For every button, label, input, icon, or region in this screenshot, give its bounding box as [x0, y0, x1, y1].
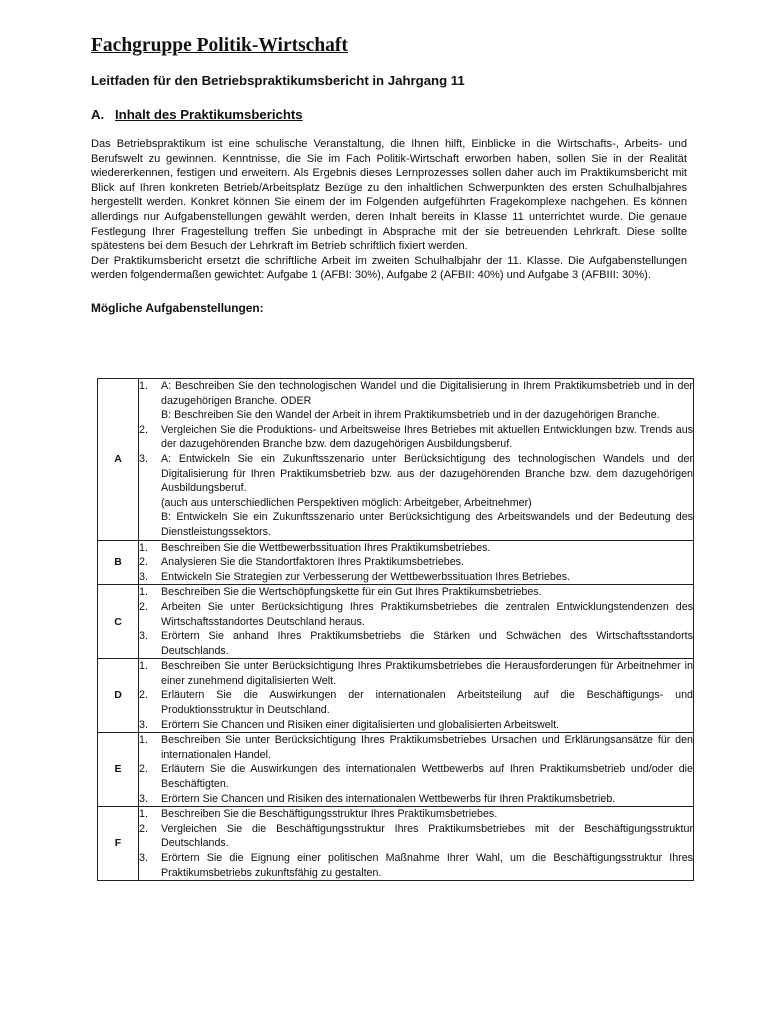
task-item-number: 1. [139, 734, 148, 747]
task-letter: F [98, 807, 139, 881]
task-item-line: Beschreiben Sie die Wertschöpfungskette für ein Gut Ihres Praktikumsbetriebes. [161, 586, 542, 599]
task-content [139, 585, 694, 659]
section-title: Inhalt des Praktikumsberichts [115, 107, 303, 122]
task-item-number: 2. [139, 689, 148, 702]
task-item-number: 3. [139, 718, 148, 731]
task-row-a [98, 379, 694, 541]
task-content [139, 540, 694, 585]
task-item-number: 3. [139, 852, 148, 864]
task-row-c [98, 585, 694, 659]
task-item-line: Erörtern Sie die Eignung einer politischen Maßnahme Ihrer Wahl, um die Beschäftigungsstruktur Ihres Praktikumsbetriebs zukunftsfähig zu gestalten. [161, 852, 693, 879]
task-item [139, 807, 693, 822]
task-item [139, 570, 693, 585]
intro-paragraph: Das Betriebspraktikum ist eine schulische Veranstaltung, die Ihnen hilft, Einblicke in die Wirtschafts-, Arbeits- und Berufswelt zu gewinnen. Kenntnisse, die Sie im Fach Politik-Wirtschaft erworben haben, sollen Sie in der Realität wiedererkennen, festigen und erweitern. Als Ergebnis dieses Lernprozesses sollen daher auch im Praktikumsbericht mit Blick auf Ihren konkreten Betrieb/Arbeitsplatz Bezüge zu den inhaltlichen Schwerpunkten des ersten Schulhalbjahres hergestellt werden. Konkret können Sie einem der im Folgenden aufgeführten Fragekomplexe nachgehen. Es können allerdings nur Aufgabenstellungen gewählt werden, deren Inhalt bereits in Klasse 11 unterrichtet wurde. Die genaue Festlegung Ihrer Fragestellung treffen Sie unbedingt in Absprache mit der sie betreuenden Lehrkraft. Diese sollte spätestens bei dem Besuch der Lehrkraft im Betrieb schriftlich fixiert werden. [91, 138, 687, 253]
task-item [139, 555, 693, 570]
task-item [139, 629, 693, 658]
task-item-line: Vergleichen Sie die Produktions- und Arbeitsweise Ihres Betriebes mit aktuellen Entwicklungen bzw. Trends aus der dazugehörenden Branche bzw. dem dazugehörigen Ausbildungsberuf. [161, 423, 693, 451]
task-item-text [161, 629, 693, 658]
task-content [139, 733, 694, 807]
task-item-text [161, 600, 693, 629]
task-item-number: 2. [139, 600, 148, 613]
task-item-number: 3. [139, 570, 148, 583]
task-item [139, 423, 693, 452]
task-item [139, 762, 693, 791]
task-letter: A [98, 379, 139, 541]
task-item-number: 2. [139, 822, 148, 835]
task-item-text [161, 541, 693, 556]
task-item [139, 600, 693, 629]
task-item-text [161, 423, 693, 452]
task-item-line: A: Entwickeln Sie ein Zukunftsszenario unter Berücksichtigung des technologischen Wandels und der Digitalisierung für Ihren Praktikumsbetrieb bzw. aus der dazugehörenden Branche bzw. dem dazugehörigen Ausbildungsberuf. [161, 452, 693, 495]
task-item-line: Analysieren Sie die Standortfaktoren Ihres Praktikumsbetriebes. [161, 556, 464, 569]
task-letter: E [98, 733, 139, 807]
task-content [139, 379, 694, 541]
task-item-line: A: Beschreiben Sie den technologischen Wandel und die Digitalisierung in Ihrem Praktikumsbetrieb und in der dazugehörigen Branche. ODER [161, 380, 693, 407]
task-item-line: Arbeiten Sie unter Berücksichtigung Ihres Praktikumsbetriebes die zentralen Entwicklungstendenzen des Wirtschaftsstandortes Deutschland heraus. [161, 600, 693, 628]
task-item-text [161, 762, 693, 791]
task-item-text [161, 792, 693, 807]
task-item-number: 3. [139, 630, 148, 643]
task-item-line: B: Entwickeln Sie ein Zukunftsszenario unter Berücksichtigung des Arbeitswandels und der Bedeutung des Dienstleistungssektors. [161, 511, 693, 538]
task-item-line: Erörtern Sie Chancen und Risiken einer digitalisierten und globalisierten Arbeitswelt. [161, 718, 560, 731]
tasks-table [97, 378, 694, 881]
task-list [139, 733, 693, 806]
document-title: Fachgruppe Politik-Wirtschaft [91, 35, 348, 56]
intro-text [91, 137, 687, 283]
task-item-text [161, 570, 693, 585]
task-item-text [161, 822, 693, 851]
intro-paragraph: Der Praktikumsbericht ersetzt die schriftliche Arbeit im zweiten Schulhalbjahr der 11. Klasse. Die Aufgabenstellungen werden folgendermaßen gewichtet: Aufgabe 1 (AFBI: 30%), Aufgabe 2 (AFBII: 40%) und Aufgabe 3 (AFBIII: 30%). [91, 254, 687, 282]
task-item-line: Erläutern Sie die Auswirkungen der internationalen Arbeitsteilung auf die Beschäftigungs- und Produktionsstruktur in Deutschland. [161, 689, 693, 717]
task-item-line: Vergleichen Sie die Beschäftigungsstruktur Ihres Praktikumsbetriebes mit der Beschäftigungsstruktur Deutschlands. [161, 822, 693, 850]
task-content [139, 659, 694, 733]
task-item [139, 688, 693, 717]
task-item [139, 379, 693, 423]
task-item-line: Beschreiben Sie die Beschäftigungsstruktur Ihres Praktikumsbetriebes. [161, 808, 498, 821]
document-subtitle: Leitfaden für den Betriebspraktikumsbericht in Jahrgang 11 [91, 73, 465, 88]
task-item [139, 792, 693, 807]
task-item-number: 3. [139, 792, 148, 805]
task-item [139, 659, 693, 688]
section-number: A. [91, 107, 105, 122]
task-item-line: (auch aus unterschiedlichen Perspektiven möglich: Arbeitgeber, Arbeitnehmer) [161, 496, 532, 509]
task-list [139, 379, 693, 540]
tasks-table-body [98, 379, 694, 881]
task-item-number: 2. [139, 556, 148, 569]
task-row-f [98, 807, 694, 881]
task-letter: C [98, 585, 139, 659]
task-item-text [161, 585, 693, 600]
task-item-line: Erörtern Sie anhand Ihres Praktikumsbetriebs die Stärken und Schwächen des Wirtschaftsstandorts Deutschlands. [161, 630, 693, 657]
task-row-b [98, 540, 694, 585]
task-item-text [161, 851, 693, 880]
task-item-text [161, 807, 693, 822]
task-row-e [98, 733, 694, 807]
task-item-number: 1. [139, 380, 148, 392]
task-item [139, 718, 693, 733]
task-item-number: 2. [139, 763, 148, 776]
task-item-text [161, 555, 693, 570]
task-item-number: 1. [139, 660, 148, 673]
task-list [139, 541, 693, 585]
document-page [91, 34, 687, 316]
task-content [139, 807, 694, 881]
task-item-text [161, 379, 693, 423]
task-item-number: 2. [139, 423, 148, 436]
task-item-text [161, 718, 693, 733]
task-list [139, 585, 693, 658]
task-item-text [161, 659, 693, 688]
task-item-number: 1. [139, 586, 148, 599]
task-item [139, 541, 693, 556]
task-item-number: 1. [139, 541, 148, 554]
task-item-line: Erläutern Sie die Auswirkungen des internationalen Wettbewerbs auf Ihren Praktikumsbetrieb und/oder die Beschäftigten. [161, 763, 693, 791]
task-item [139, 822, 693, 851]
task-item [139, 452, 693, 540]
section-heading [91, 106, 687, 123]
task-row-d [98, 659, 694, 733]
task-item-text [161, 688, 693, 717]
task-item-line: B: Beschreiben Sie den Wandel der Arbeit in ihrem Praktikumsbetrieb und in der dazugehörigen Branche. [161, 409, 660, 422]
task-item-text [161, 452, 693, 540]
task-item-line: Beschreiben Sie die Wettbewerbssituation Ihres Praktikumsbetriebes. [161, 541, 491, 554]
task-item [139, 851, 693, 880]
task-item-line: Beschreiben Sie unter Berücksichtigung Ihres Praktikumsbetriebes Ursachen und Erklärungsansätze für den internationalen Handel. [161, 734, 693, 761]
task-item-text [161, 733, 693, 762]
task-item [139, 733, 693, 762]
task-item-line: Entwickeln Sie Strategien zur Verbesserung der Wettbewerbssituation Ihres Betriebes. [161, 570, 571, 583]
task-item-line: Beschreiben Sie unter Berücksichtigung Ihres Praktikumsbetriebes die Herausforderungen für Arbeitnehmer in einer zunehmend digitalisierten Welt. [161, 660, 693, 687]
task-letter: B [98, 540, 139, 585]
task-item [139, 585, 693, 600]
task-item-line: Erörtern Sie Chancen und Risiken des internationalen Wettbewerbs für Ihren Praktikumsbetrieb. [161, 792, 616, 805]
task-letter: D [98, 659, 139, 733]
task-list [139, 807, 693, 880]
task-list [139, 659, 693, 732]
task-item-number: 1. [139, 808, 148, 821]
task-item-number: 3. [139, 452, 148, 465]
tasks-heading: Mögliche Aufgabenstellungen: [91, 300, 264, 315]
